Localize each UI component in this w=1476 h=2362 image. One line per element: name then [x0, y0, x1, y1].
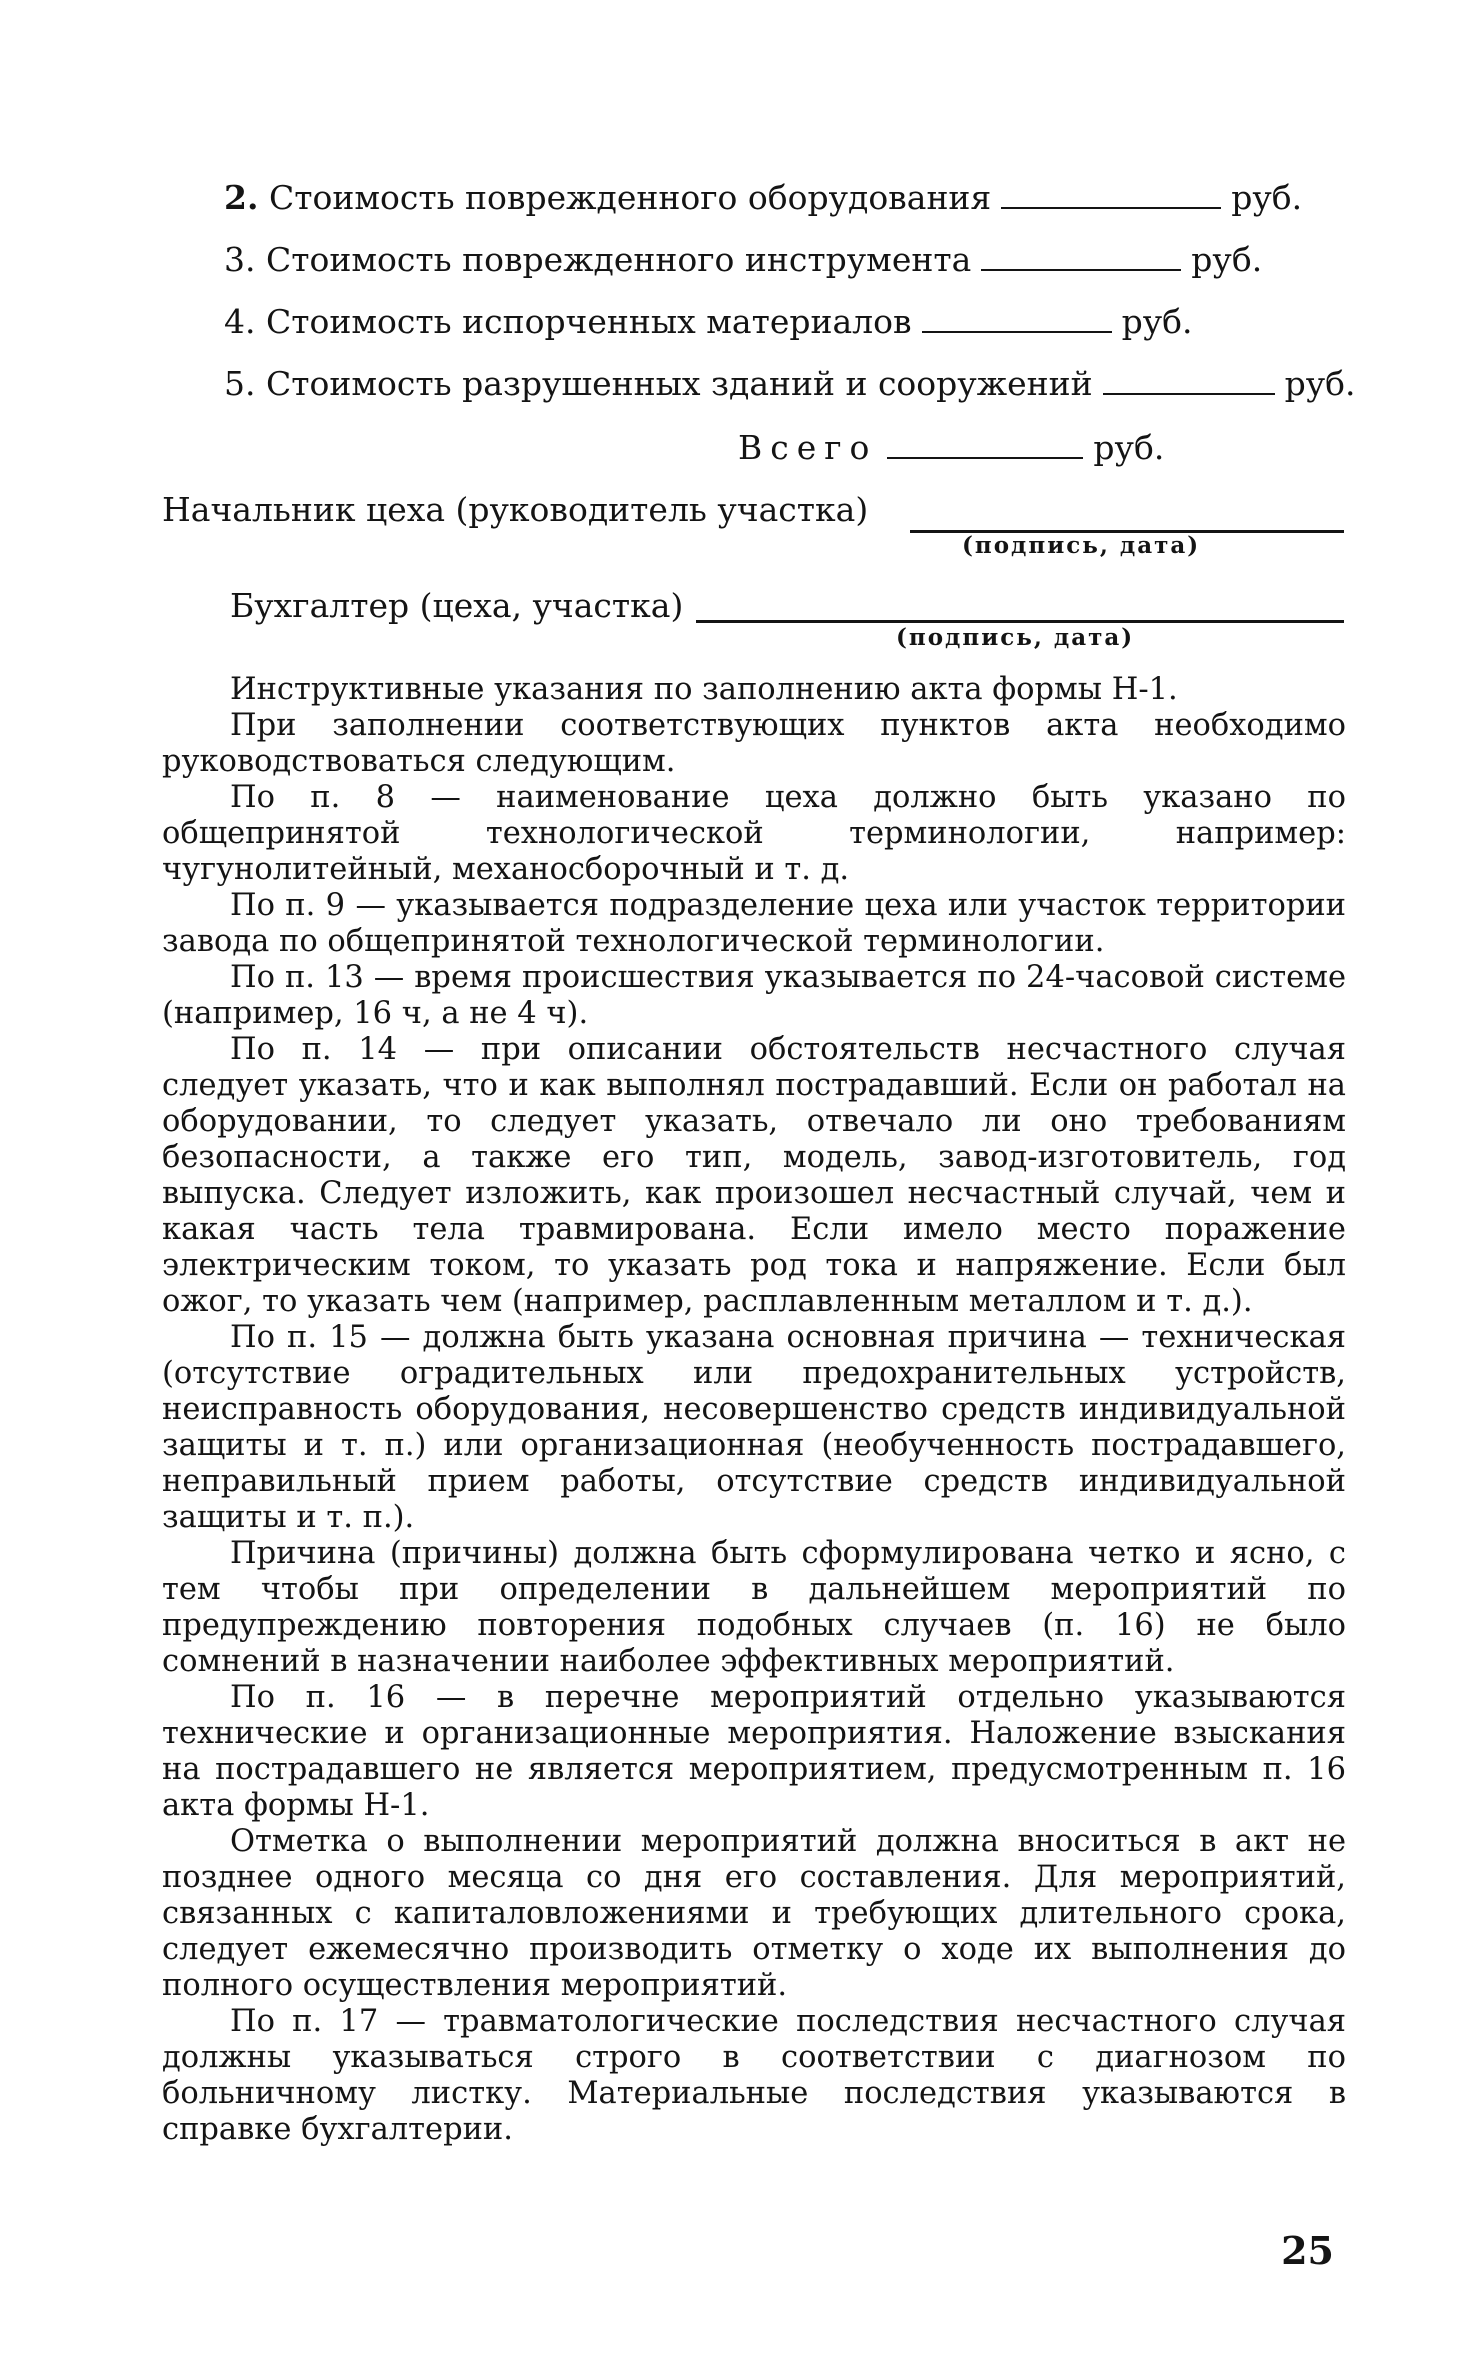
instructions: [162, 672, 1346, 2148]
cost-item-unit: руб.: [1284, 364, 1356, 403]
cost-item-label: Стоимость испорченных материалов: [266, 302, 912, 341]
blank-field: [981, 249, 1181, 271]
cost-item-unit: руб.: [1121, 302, 1193, 341]
cost-total: [738, 428, 1164, 468]
cost-item-number: 4.: [224, 302, 256, 341]
cost-item-label: Стоимость поврежденного инструмента: [266, 240, 972, 279]
signature-caption-accountant: (подпись, дата): [896, 624, 1135, 651]
blank-field: [1001, 187, 1221, 209]
blank-field: [887, 437, 1083, 459]
instruction-paragraph: По п. 17 — травматологические последствия несчастного случая должны указываться строго в соответствии с диагнозом по больничному листку. Материальные последствия указываются в справке бухгалтерии.: [162, 2004, 1346, 2147]
signature-label-accountant: Бухгалтер (цеха, участка): [230, 586, 684, 625]
cost-item-unit: руб.: [1191, 240, 1263, 279]
instruction-paragraph: Отметка о выполнении мероприятий должна вноситься в акт не позднее одного месяца со дня его составления. Для мероприятий, связанных с капиталовложениями и требующих длительного срока, следует ежемесячно производить отметку о ходе их выполнения до полного осуществления мероприятий.: [162, 1824, 1346, 2003]
instruction-paragraph: По п. 16 — в перечне мероприятий отдельно указываются технические и организационные мероприятия. Наложение взыскания на пострадавшего не является мероприятием, предусмотренным п. 16 акта формы Н-1.: [162, 1680, 1346, 1823]
cost-item-label: Стоимость поврежденного оборудования: [268, 178, 992, 217]
blank-field: [1103, 373, 1275, 395]
instruction-paragraph: По п. 15 — должна быть указана основная причина — техническая (отсутствие оградительных или предохранительных устройств, неисправность оборудования, несовершенство средств индивидуальной защиты и т. п.) или организационная (необученность пострадавшего, неправильный прием работы, отсутствие средств индивидуальной защиты и т. п.).: [162, 1320, 1346, 1535]
instruction-paragraph: При заполнении соответствующих пунктов акта необходимо руководствоваться следующим.: [162, 708, 1346, 779]
instruction-paragraph: По п. 9 — указывается подразделение цеха или участок территории завода по общепринятой технологической терминологии.: [162, 888, 1346, 959]
signature-caption-shop-head: (подпись, дата): [962, 532, 1201, 559]
total-unit: руб.: [1093, 428, 1165, 467]
cost-item-number: 3.: [224, 240, 256, 279]
cost-item-3: [224, 240, 1262, 280]
instruction-paragraph: По п. 8 — наименование цеха должно быть указано по общепринятой технологической терминологии, например: чугунолитейный, механосборочный и т. д.: [162, 780, 1346, 887]
total-label: Всего: [738, 428, 878, 467]
cost-item-number: 2.: [224, 178, 259, 217]
cost-item-4: [224, 302, 1193, 342]
blank-field: [922, 311, 1112, 333]
cost-item-5: [224, 364, 1356, 404]
instruction-paragraph: По п. 14 — при описании обстоятельств несчастного случая следует указать, что и как выполнял пострадавший. Если он работал на оборудовании, то следует указать, отвечало ли оно требованиям безопасности, а также его тип, модель, завод-изготовитель, год выпуска. Следует изложить, как произошел несчастный случай, чем и какая часть тела травмирована. Если имело место поражение электрическим током, то указать род тока и напряжение. Если был ожог, то указать чем (например, расплавленным металлом и т. д.).: [162, 1032, 1346, 1319]
instruction-paragraph: По п. 13 — время происшествия указывается по 24-часовой системе (например, 16 ч, а не 4 ч).: [162, 960, 1346, 1031]
cost-item-number: 5.: [224, 364, 256, 403]
instruction-paragraph: Причина (причины) должна быть сформулирована четко и ясно, с тем чтобы при определении в дальнейшем мероприятий по предупреждению повторения подобных случаев (п. 16) не было сомнений в назначении наиболее эффективных мероприятий.: [162, 1536, 1346, 1679]
cost-item-label: Стоимость разрушенных зданий и сооружений: [266, 364, 1093, 403]
page-number: 25: [1281, 2228, 1334, 2273]
cost-item-2: [224, 178, 1302, 218]
cost-item-unit: руб.: [1231, 178, 1303, 217]
signature-label-shop-head: Начальник цеха (руководитель участка): [162, 490, 869, 529]
signature-line-accountant: [696, 620, 1344, 623]
instructions-heading: Инструктивные указания по заполнению акта формы Н-1.: [230, 672, 1178, 707]
